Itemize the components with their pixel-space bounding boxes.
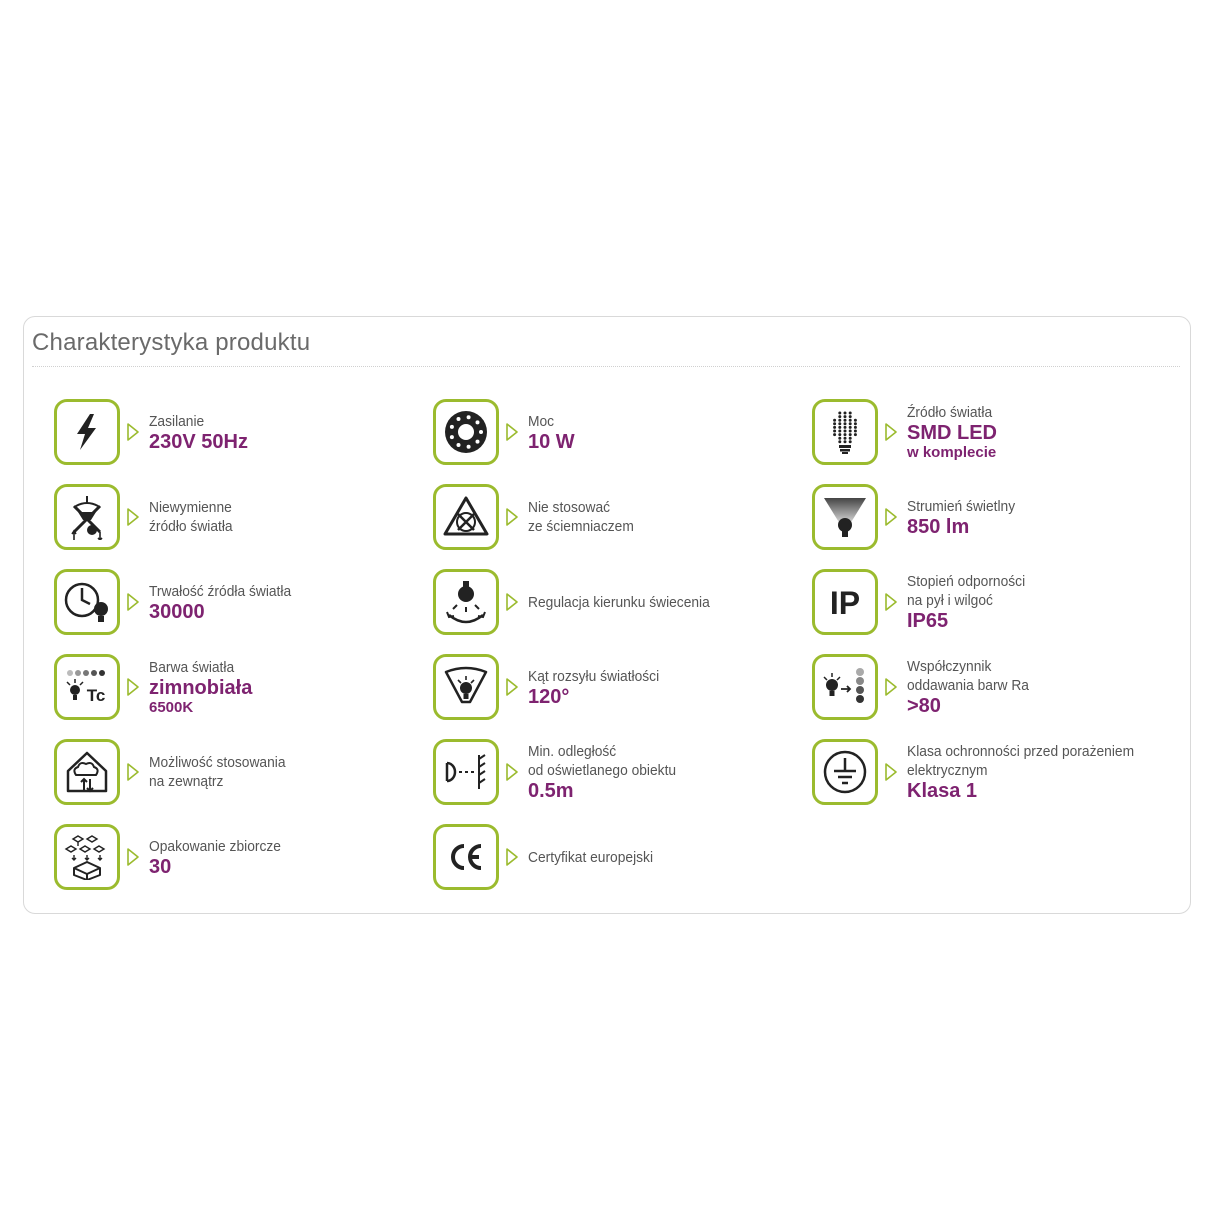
pointer-arrow-icon (884, 592, 898, 612)
feature-item (812, 484, 1172, 554)
feature-text (528, 399, 575, 465)
feature-text (528, 484, 643, 550)
feature-item (54, 824, 414, 894)
no-dimmer-icon (433, 484, 499, 550)
feature-text (149, 569, 304, 635)
feature-item (812, 569, 1172, 639)
title-divider (32, 366, 1180, 367)
feature-label: Barwa światła (149, 659, 235, 676)
feature-text (528, 824, 664, 890)
cri-icon (812, 654, 878, 720)
pointer-arrow-icon (126, 422, 140, 442)
panel-title: Charakterystyka produktu (32, 329, 311, 356)
pointer-arrow-icon (505, 677, 519, 697)
min-distance-icon (433, 739, 499, 805)
outdoor-use-icon (54, 739, 120, 805)
feature-label: Strumień świetlny (907, 497, 1016, 515)
non-replaceable-bulb-icon (54, 484, 120, 550)
feature-text (907, 739, 1154, 805)
feature-label-line2: ze ściemniaczem (528, 518, 634, 535)
feature-value: SMD LED (907, 422, 997, 444)
feature-value: 850 lm (907, 515, 970, 538)
feature-label-line2: od oświetlanego obiektu (528, 762, 677, 779)
feature-label: Możliwość stosowania (149, 754, 286, 771)
feature-item (54, 654, 414, 724)
pointer-arrow-icon (505, 847, 519, 867)
direction-adjust-icon (433, 569, 499, 635)
feature-text (149, 654, 252, 720)
pointer-arrow-icon (884, 422, 898, 442)
feature-value: 230V 50Hz (149, 430, 248, 453)
feature-value: 10 W (528, 430, 575, 453)
pointer-arrow-icon (505, 507, 519, 527)
feature-label: Nie stosować (528, 499, 611, 516)
feature-label: Współczynnik (907, 658, 992, 675)
feature-item (812, 399, 1172, 469)
color-temperature-icon (54, 654, 120, 720)
feature-text (528, 739, 689, 805)
feature-text (907, 654, 1040, 720)
feature-label: Certyfikat europejski (528, 848, 654, 866)
feature-label: Kąt rozsyłu światłości (528, 667, 660, 685)
feature-value: zimnobiała (149, 677, 253, 699)
feature-value: IP65 (907, 610, 949, 632)
pointer-arrow-icon (884, 507, 898, 527)
feature-item (433, 739, 793, 809)
feature-label-line2: oddawania barw Ra (907, 677, 1029, 694)
feature-value: 30 (149, 855, 172, 878)
power-dial-icon (433, 399, 499, 465)
feature-label: Zasilanie (149, 412, 205, 430)
feature-item (54, 739, 414, 809)
feature-label: Stopień odporności (907, 573, 1026, 590)
pointer-arrow-icon (126, 677, 140, 697)
feature-item (433, 569, 793, 639)
pointer-arrow-icon (884, 762, 898, 782)
feature-label: Klasa ochronności przed porażeniem (907, 743, 1135, 760)
feature-label-line2: na zewnątrz (149, 773, 224, 790)
feature-text (149, 399, 248, 465)
ip-rating-icon (812, 569, 878, 635)
pointer-arrow-icon (505, 422, 519, 442)
feature-text (149, 739, 297, 805)
feature-text (528, 569, 726, 635)
feature-text (149, 484, 240, 550)
feature-value: 0.5m (528, 780, 574, 802)
beam-angle-icon (433, 654, 499, 720)
feature-label-line2: na pył i wilgoć (907, 592, 993, 609)
pointer-arrow-icon (126, 762, 140, 782)
pointer-arrow-icon (505, 762, 519, 782)
feature-label: Regulacja kierunku świecenia (528, 593, 710, 611)
feature-text (528, 654, 671, 720)
feature-item (54, 569, 414, 639)
ground-protection-icon (812, 739, 878, 805)
luminous-flux-icon (812, 484, 878, 550)
lifetime-clock-icon (54, 569, 120, 635)
led-bulb-icon (812, 399, 878, 465)
feature-label-line2: elektrycznym (907, 762, 988, 779)
pointer-arrow-icon (126, 507, 140, 527)
svg-text:Tc: Tc (86, 686, 106, 705)
pointer-arrow-icon (126, 592, 140, 612)
feature-value: 30000 (149, 600, 205, 623)
feature-value-detail: 6500K (149, 699, 194, 716)
product-characteristics-panel (23, 316, 1191, 914)
feature-value-detail: w komplecie (907, 444, 997, 461)
feature-item (812, 739, 1172, 809)
feature-label-line2: źródło światła (149, 518, 233, 535)
feature-text (149, 824, 292, 890)
svg-text:IP: IP (829, 585, 861, 621)
feature-item (433, 654, 793, 724)
feature-value: 120° (528, 685, 570, 708)
feature-label: Źródło światła (907, 404, 993, 421)
lightning-icon (54, 399, 120, 465)
feature-label: Trwałość źródła światła (149, 582, 292, 600)
feature-item (812, 654, 1172, 724)
feature-label: Opakowanie zbiorcze (149, 837, 281, 855)
feature-value: Klasa 1 (907, 780, 978, 802)
feature-text (907, 484, 1025, 550)
feature-item (433, 824, 793, 894)
feature-item (433, 399, 793, 469)
ce-mark-icon (433, 824, 499, 890)
feature-label: Moc (528, 412, 555, 430)
pointer-arrow-icon (505, 592, 519, 612)
bulk-package-icon (54, 824, 120, 890)
feature-label: Niewymienne (149, 499, 232, 516)
feature-item (54, 399, 414, 469)
feature-item (433, 484, 793, 554)
feature-item (54, 484, 414, 554)
pointer-arrow-icon (884, 677, 898, 697)
pointer-arrow-icon (126, 847, 140, 867)
feature-text (907, 569, 1035, 635)
feature-text (907, 399, 1000, 465)
feature-label: Min. odległość (528, 743, 617, 760)
feature-value: >80 (907, 695, 941, 717)
